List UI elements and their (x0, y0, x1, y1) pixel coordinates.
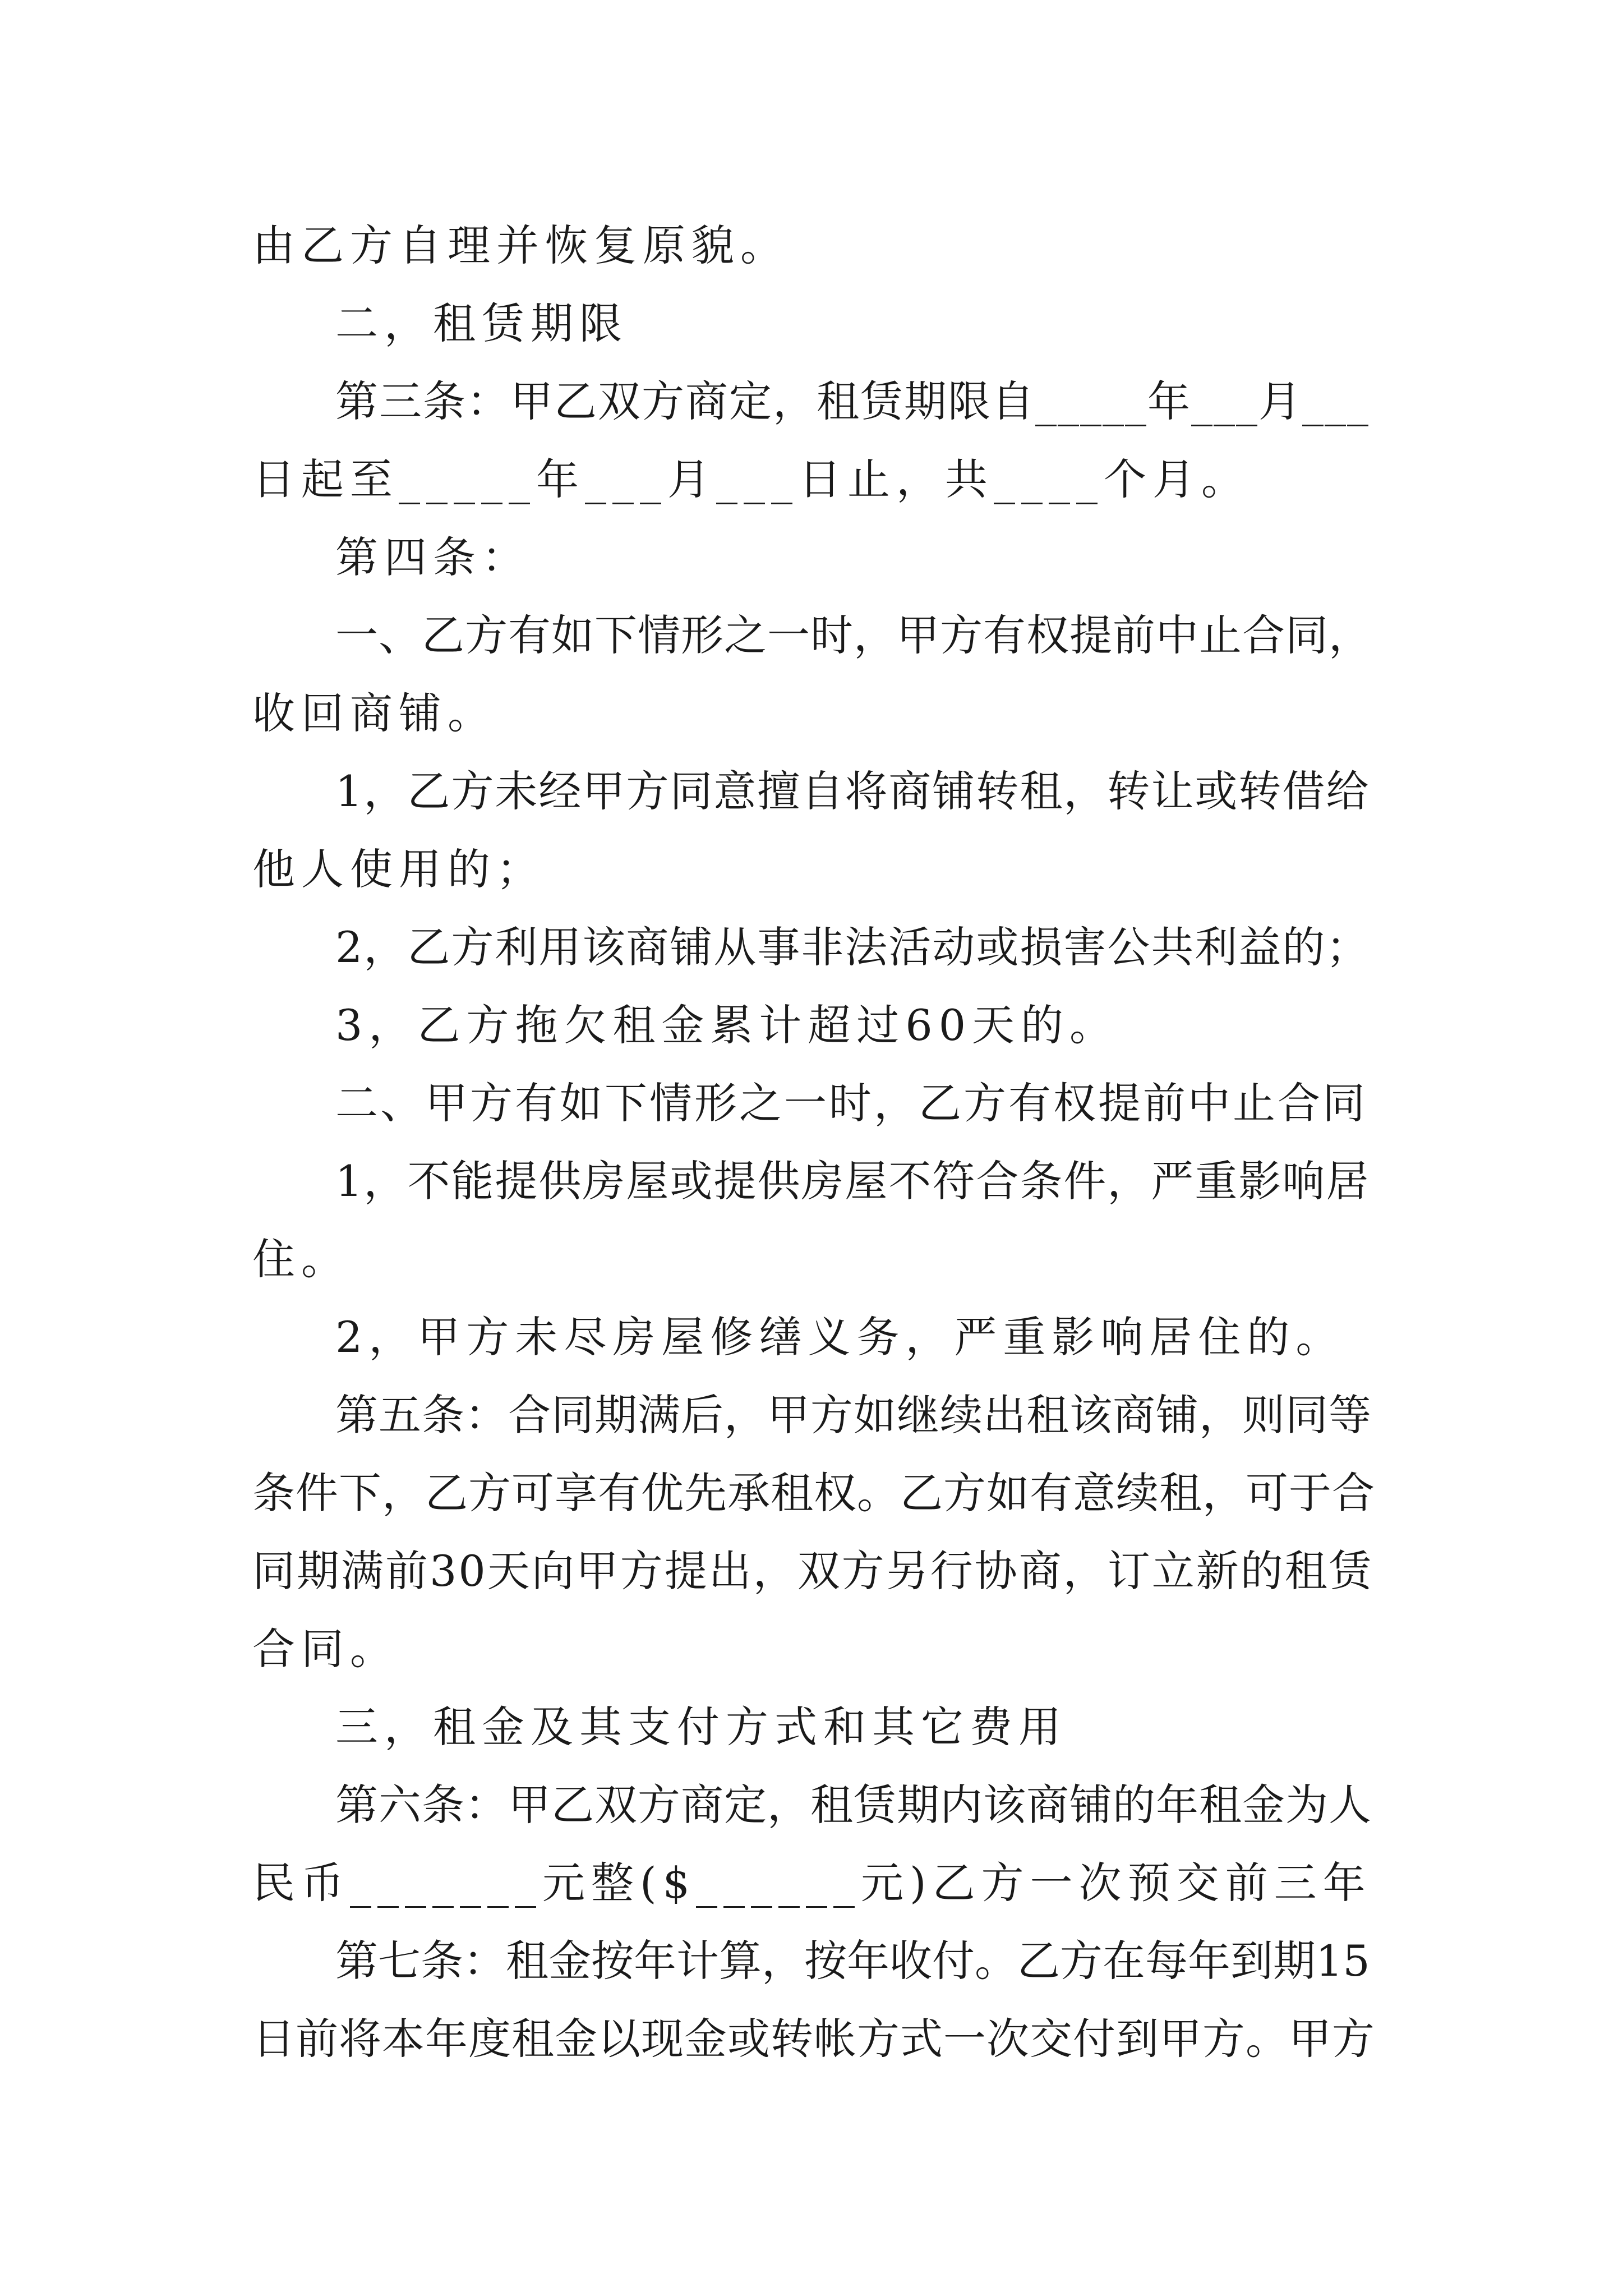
article-4-item-1-line-1: 1，乙方未经甲方同意擅自将商铺转租，转让或转借给 (335, 766, 1370, 816)
article-7-line-2: 日前将本年度租金以现金或转帐方式一次交付到甲方。甲方 (252, 2014, 1375, 2064)
article-4-item-1-line-2: 他人使用的； (252, 844, 545, 894)
article-6-line-2: 民币_______元整($______元)乙方一次预交前三年 (252, 1858, 1372, 1908)
article-4-clause-2: 二、甲方有如下情形之一时，乙方有权提前中止合同 (335, 1078, 1367, 1128)
article-4-item-3: 3，乙方拖欠租金累计超过60天的。 (335, 1000, 1119, 1050)
article-4-clause-1-line-1: 一、乙方有如下情形之一时，甲方有权提前中止合同， (335, 610, 1372, 660)
article-5-line-4: 合同。 (252, 1624, 399, 1674)
article-4-clause-1-line-2: 收回商铺。 (252, 688, 496, 738)
article-4-item-2: 2，乙方利用该商铺从事非法活动或损害公共利益的； (335, 922, 1370, 972)
article-5-line-3: 同期满前30天向甲方提出，双方另行协商，订立新的租赁 (252, 1546, 1373, 1596)
article-7-line-1: 第七条：租金按年计算，按年收付。乙方在每年到期15 (335, 1936, 1370, 1986)
article-3-line-1: 第三条：甲乙双方商定，租赁期限自_____年___月___ (335, 376, 1370, 426)
article-6-line-1: 第六条：甲乙双方商定，租赁期内该商铺的年租金为人 (335, 1780, 1372, 1830)
article-4-clause-2-item-1-line-1: 1，不能提供房屋或提供房屋不符合条件，严重影响居 (335, 1156, 1370, 1206)
section-heading-lease-term: 二，租赁期限 (335, 298, 628, 348)
article-4-clause-2-item-1-line-2: 住。 (252, 1234, 350, 1284)
article-4-clause-2-item-2: 2，甲方未尽房屋修缮义务，严重影响居住的。 (335, 1312, 1345, 1362)
article-5-line-1: 第五条：合同期满后，甲方如继续出租该商铺，则同等 (335, 1390, 1372, 1440)
text-line-1: 由乙方自理并恢复原貌。 (252, 220, 789, 270)
article-4-heading: 第四条： (335, 532, 531, 582)
article-5-line-2: 条件下，乙方可享有优先承租权。乙方如有意续租，可于合 (252, 1468, 1375, 1518)
article-3-line-2: 日起至_____年___月___日止，共____个月。 (252, 454, 1250, 504)
section-heading-rent-payment: 三，租金及其支付方式和其它费用 (335, 1702, 1067, 1752)
